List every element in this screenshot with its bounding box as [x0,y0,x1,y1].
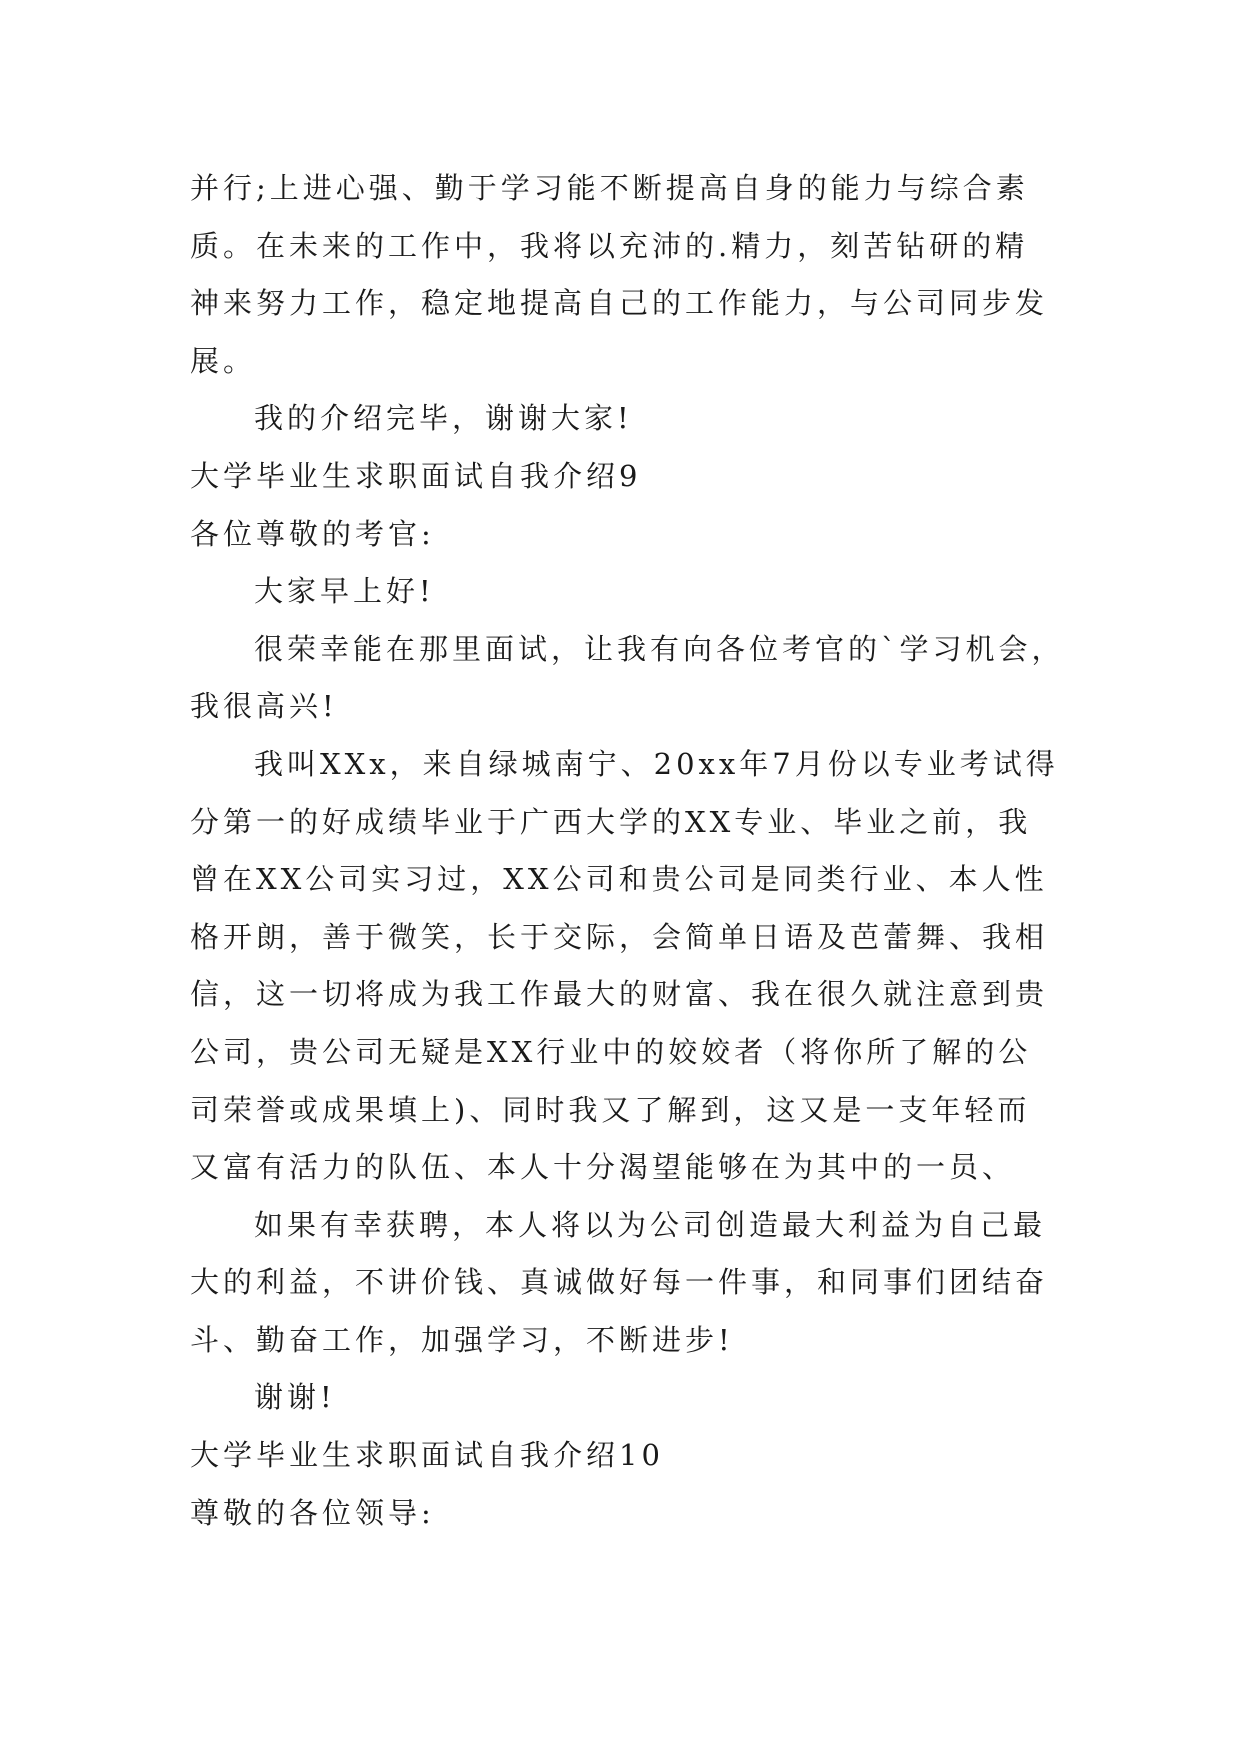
text-line: 大学毕业生求职面试自我介绍9 [190,458,642,493]
text-line: 质。在未来的工作中，我将以充沛的.精力，刻苦钻研的精 [190,228,1029,263]
text-line: 分第一的好成绩毕业于广西大学的XX专业、毕业之前，我 [190,804,1032,839]
text-line: 各位尊敬的考官: [190,516,435,551]
text-line: 尊敬的各位领导: [190,1495,435,1530]
text-line: 公司，贵公司无疑是XX行业中的姣姣者（将你所了解的公 [190,1034,1032,1069]
text-line: 司荣誉或成果填上)、同时我又了解到，这又是一支年轻而 [190,1092,1031,1127]
text-line: 谢谢! [254,1380,336,1415]
text-line: 如果有幸获聘，本人将以为公司创造最大利益为自己最 [254,1207,1047,1242]
text-line: 大学毕业生求职面试自我介绍10 [190,1438,664,1473]
text-line: 斗、勤奋工作，加强学习，不断进步! [190,1322,734,1357]
text-line: 曾在XX公司实习过，XX公司和贵公司是同类行业、本人性 [190,862,1048,897]
text-line: 大的利益，不讲价钱、真诚做好每一件事，和同事们团结奋 [190,1265,1049,1300]
text-line: 很荣幸能在那里面试，让我有向各位考官的`学习机会， [254,631,1065,666]
text-line: 我很高兴! [190,689,338,724]
text-line: 格开朗，善于微笑，长于交际，会简单日语及芭蕾舞、我相 [190,919,1049,954]
text-line: 大家早上好! [254,574,435,609]
text-line: 信，这一切将成为我工作最大的财富、我在很久就注意到贵 [190,977,1049,1012]
document-body [190,160,1065,1542]
text-line: 我叫XXx，来自绿城南宁、20xx年7月份以专业考试得 [254,746,1059,781]
text-line: 展。 [190,343,257,378]
text-line: 神来努力工作，稳定地提高自己的工作能力，与公司同步发 [190,286,1049,321]
text-line: 并行;上进心强、勤于学习能不断提高自身的能力与综合素 [190,171,1029,205]
text-line: 又富有活力的队伍、本人十分渴望能够在为其中的一员、 [190,1150,1016,1185]
text-line: 我的介绍完毕，谢谢大家! [254,401,633,436]
